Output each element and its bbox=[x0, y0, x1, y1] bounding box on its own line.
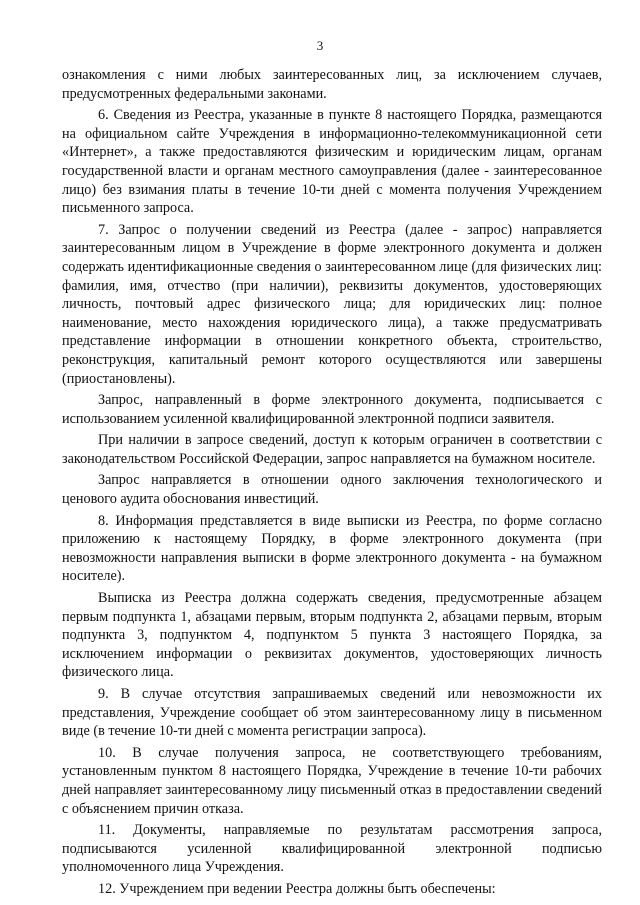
document-body bbox=[62, 66, 602, 902]
paragraph-request-restricted: При наличии в запросе сведений, доступ к которым ограничен в соответствии с законодательством Российской Федерации, запрос направляется на бумажном носителе. bbox=[62, 432, 602, 467]
paragraph-item-11: 11. Документы, направляемые по результатам рассмотрения запроса, подписываются усиленной квалифицированной электронной подписью уполномоченного лица Учреждения. bbox=[62, 822, 602, 876]
paragraph-item-12: 12. Учреждением при ведении Реестра должны быть обеспечены: bbox=[98, 880, 496, 897]
paragraph-item-8: 8. Информация представляется в виде выписки из Реестра, по форме согласно приложению к настоящему Порядку, в форме электронного документа (при невозможности направления выписки в форме электронного документа - на бумажном носителе). bbox=[62, 512, 602, 585]
page-number: 3 bbox=[316, 38, 324, 53]
paragraph-request-scope: Запрос направляется в отношении одного заключения технологического и ценового аудита обоснования инвестиций. bbox=[62, 472, 602, 508]
paragraph-continuation: ознакомления с ними любых заинтересованных лиц, за исключением случаев, предусмотренных федеральными законами. bbox=[62, 67, 602, 102]
paragraph-item-9: 9. В случае отсутствия запрашиваемых сведений или невозможности их представления, Учреждение сообщает об этом заинтересованному лицу в письменном виде (в течение 10-ти дней с момента регистрации запроса). bbox=[62, 686, 602, 740]
paragraph-item-6: 6. Сведения из Реестра, указанные в пункте 8 настоящего Порядка, размещаются на официальном сайте Учреждения в информационно-телекоммуникационной сети «Интернет», а также предоставляются физическим и юридическим лицам, органам государственной власти и органам местного самоуправления (далее - заинтересованное лицо) без взимания платы в течение 10-ти дней с момента получения Учреждением письменного запроса. bbox=[62, 107, 602, 217]
paragraph-request-signature: Запрос, направленный в форме электронного документа, подписывается с использованием усиленной квалифицированной электронной подписи заявителя. bbox=[62, 392, 602, 427]
paragraph-extract-contents: Выписка из Реестра должна содержать сведения, предусмотренные абзацем первым подпункта 1, абзацами первым, вторым подпункта 2, абзацами первым, вторым подпункта 3, подпунктом 4, подпунктом 5 пункта 3 настоящего Порядка, за исключением информации о реквизитах документов, удостоверяющих личность физического лица. bbox=[62, 590, 602, 681]
paragraph-item-10: 10. В случае получения запроса, не соответствующего требованиям, установленным пунктом 8 настоящего Порядка, Учреждение в течение 10-ти рабочих дней направляет заинтересованному лицу письменный отказ в предоставлении сведений с объяснением причин отказа. bbox=[62, 744, 602, 817]
paragraph-item-7: 7. Запрос о получении сведений из Реестра (далее - запрос) направляется заинтересованным лицом в Учреждение в форме электронного документа и должен содержать идентификационные сведения о заинтересованном лице (для физических лиц: фамилия, имя, отчество (при наличии), реквизиты документов, удостоверяющих личность, почтовый адрес физического лица; для юридических лиц: полное наименование, место нахождения юридического лица), а также предусматривать представление информации в отношении конкретного объекта, строительство, реконструкция, капитальный ремонт которого осуществляются или завершены (приостановлены). bbox=[62, 221, 602, 387]
